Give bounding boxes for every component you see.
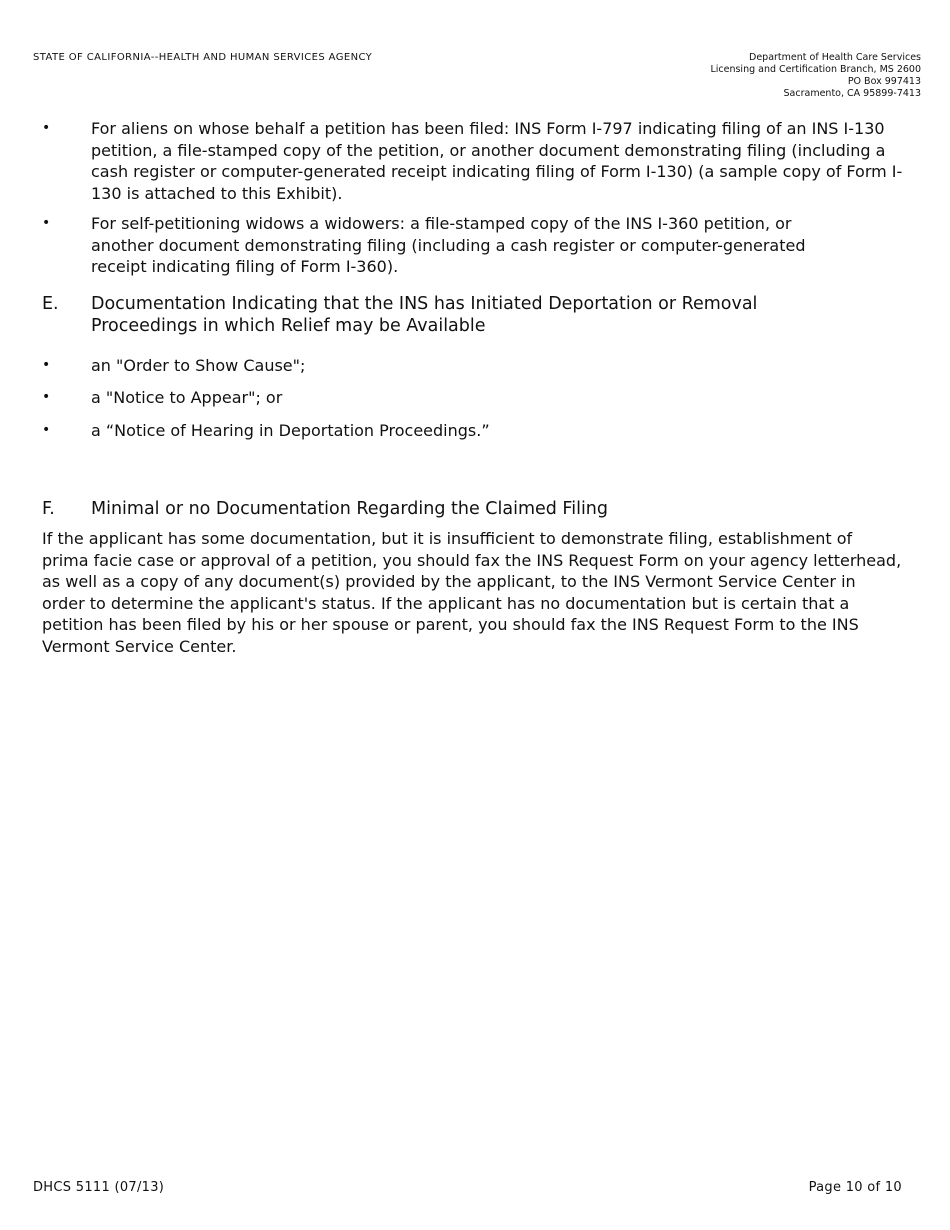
section-f-heading bbox=[42, 498, 914, 520]
bullet-marker: • bbox=[42, 356, 51, 373]
bullet-text: a "Notice to Appear"; or bbox=[91, 388, 283, 407]
section-e-heading bbox=[42, 293, 782, 337]
section-letter: F. bbox=[42, 499, 55, 519]
bullet-marker: • bbox=[42, 421, 51, 438]
bullet-item bbox=[42, 118, 914, 204]
bullet-item bbox=[42, 420, 914, 442]
address-line: Sacramento, CA 95899-7413 bbox=[783, 88, 921, 99]
agency-header: STATE OF CALIFORNIA--HEALTH AND HUMAN SERVICES AGENCY bbox=[33, 52, 373, 63]
address-line: PO Box 997413 bbox=[847, 76, 921, 87]
bullet-text: For self-petitioning widows a widowers: a file-stamped copy of the INS I-360 petition, or another document demonstrating filing (including a cash register or computer-generated receipt indicating filing of Form I-360). bbox=[91, 214, 806, 276]
section-letter: E. bbox=[42, 293, 59, 314]
address-line: Department of Health Care Services bbox=[749, 52, 921, 63]
page-number: Page 10 of 10 bbox=[808, 1180, 902, 1195]
bullet-item bbox=[42, 355, 914, 377]
bullet-marker: • bbox=[42, 215, 51, 231]
section-f-paragraph: If the applicant has some documentation, but it is insufficient to demonstrate filing, establishment of prima facie case or approval of a petition, you should fax the INS Request Form on your agency letterhead, as well as a copy of any document(s) provided by the applicant, to the INS Vermont Service Center in order to determine the applicant's status. If the applicant has no documentation but is certain that a petition has been filed by his or her spouse or parent, you should fax the INS Request Form to the INS Vermont Service Center. bbox=[42, 529, 902, 656]
document-body bbox=[42, 118, 914, 657]
bullet-item bbox=[42, 387, 914, 409]
section-heading-text: Minimal or no Documentation Regarding the Claimed Filing bbox=[91, 499, 609, 519]
address-line: Licensing and Certification Branch, MS 2600 bbox=[710, 64, 921, 75]
bullet-marker: • bbox=[42, 120, 51, 136]
bullet-item bbox=[42, 213, 812, 278]
bullet-text: a “Notice of Hearing in Deportation Proceedings.” bbox=[91, 420, 490, 440]
section-heading-text: Documentation Indicating that the INS has Initiated Deportation or Removal Proceedings in which Relief may be Available bbox=[91, 293, 758, 336]
bullet-marker: • bbox=[42, 389, 51, 405]
address-block bbox=[561, 52, 921, 100]
bullet-text: an "Order to Show Cause"; bbox=[91, 355, 306, 375]
bullet-text: For aliens on whose behalf a petition has been filed: INS Form I-797 indicating filing of an INS I-130 petition, a file-stamped copy of the petition, or another document demonstrating filing (including a cash register or computer-generated receipt indicating filing of Form I-130) (a sample copy of Form I-130 is attached to this Exhibit). bbox=[91, 119, 903, 203]
form-id: DHCS 5111 (07/13) bbox=[33, 1180, 165, 1195]
